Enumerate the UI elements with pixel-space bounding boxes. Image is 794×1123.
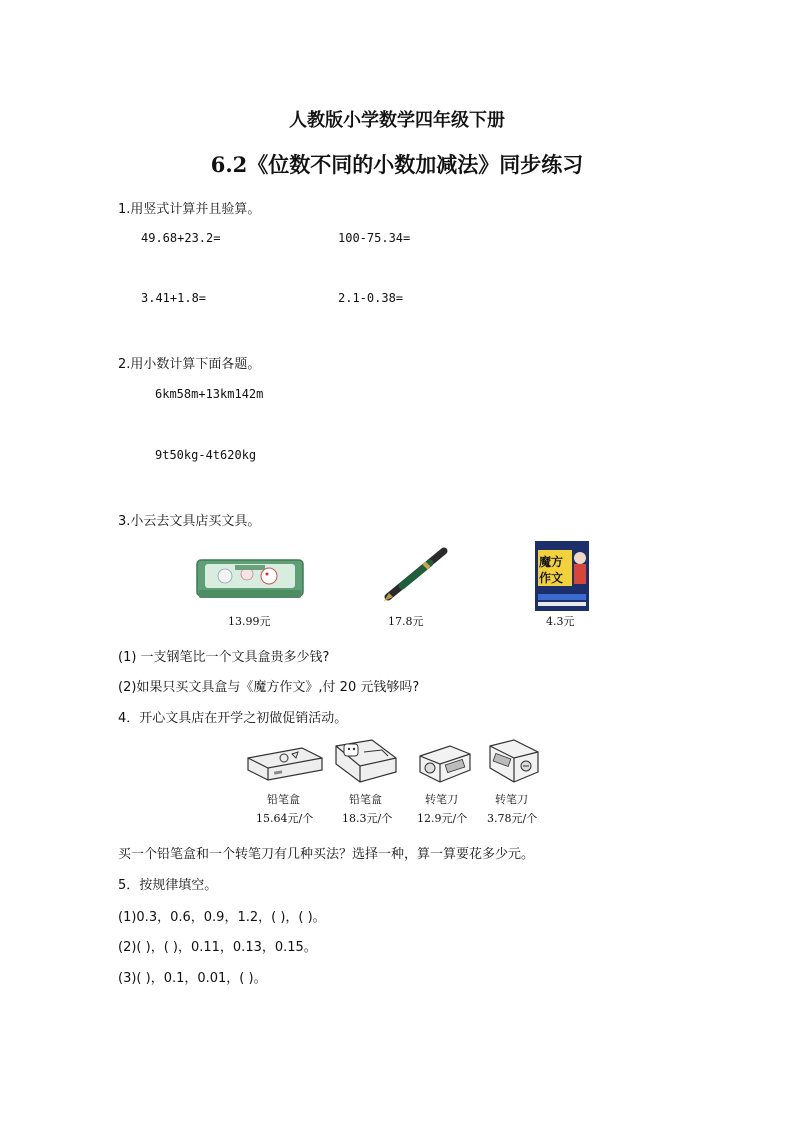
q2-prompt: 2.用小数计算下面各题。 bbox=[118, 357, 261, 372]
q4-prompt: 4．开心文具店在开学之初做促销活动。 bbox=[118, 711, 348, 726]
book-cover-title-line-2: 作文 bbox=[539, 571, 564, 585]
q4-price-1: 15.64元/个 bbox=[256, 812, 314, 825]
q4-question: 买一个铅笔盒和一个转笔刀有几种买法？选择一种，算一算要花多少元。 bbox=[118, 847, 535, 862]
q3-prompt: 3.小云去文具店买文具。 bbox=[118, 514, 261, 529]
q4-price-3: 12.9元/个 bbox=[417, 812, 468, 825]
q2-item-1: 6km58m+13km142m bbox=[155, 387, 264, 401]
fountain-pen-image bbox=[380, 545, 452, 603]
q5-prompt: 5．按规律填空。 bbox=[118, 878, 218, 893]
q3-price-1: 13.99元 bbox=[228, 615, 271, 628]
sharpener-drawing bbox=[414, 742, 474, 786]
q5-line-3: (3)( )，0.1，0.01，( )。 bbox=[118, 971, 267, 986]
q2-item-2: 9t50kg-4t620kg bbox=[155, 448, 257, 462]
q1-item-3: 3.41+1.8= bbox=[141, 291, 207, 305]
q4-label-2: 铅笔盒 bbox=[349, 793, 382, 806]
document-title: 6.2《位数不同的小数加减法》同步练习 bbox=[210, 152, 584, 177]
q1-item-4: 2.1-0.38= bbox=[338, 291, 404, 305]
q1-item-2: 100-75.34= bbox=[338, 231, 411, 245]
q4-label-4: 转笔刀 bbox=[495, 793, 528, 806]
q3-sub-1: (1) 一支钢笔比一个文具盒贵多少钱? bbox=[118, 650, 330, 665]
q1-item-1: 49.68+23.2= bbox=[141, 231, 221, 245]
book-cover-title-line-1: 魔方 bbox=[539, 555, 564, 569]
q3-price-3: 4.3元 bbox=[546, 615, 575, 628]
q4-price-4: 3.78元/个 bbox=[487, 812, 538, 825]
pencil-box-drawing bbox=[244, 744, 326, 784]
q5-line-1: (1)0.3，0.6，0.9，1.2，( )，( )。 bbox=[118, 910, 326, 925]
q1-prompt: 1.用竖式计算并且验算。 bbox=[118, 202, 261, 217]
q4-price-2: 18.3元/个 bbox=[342, 812, 393, 825]
q3-sub-2: (2)如果只买文具盒与《魔方作文》,付 20 元钱够吗? bbox=[118, 680, 420, 695]
book-cover-image bbox=[534, 540, 590, 612]
document-subtitle: 人教版小学数学四年级下册 bbox=[289, 110, 505, 131]
q3-price-2: 17.8元 bbox=[388, 615, 424, 628]
q4-label-3: 转笔刀 bbox=[425, 793, 458, 806]
pencil-box-drawing-2 bbox=[330, 736, 400, 786]
q5-line-2: (2)( )，( )，0.11，0.13，0.15。 bbox=[118, 940, 317, 955]
sharpener-drawing-2 bbox=[486, 738, 542, 786]
pencil-case-image bbox=[195, 554, 307, 602]
q4-label-1: 铅笔盒 bbox=[267, 793, 300, 806]
